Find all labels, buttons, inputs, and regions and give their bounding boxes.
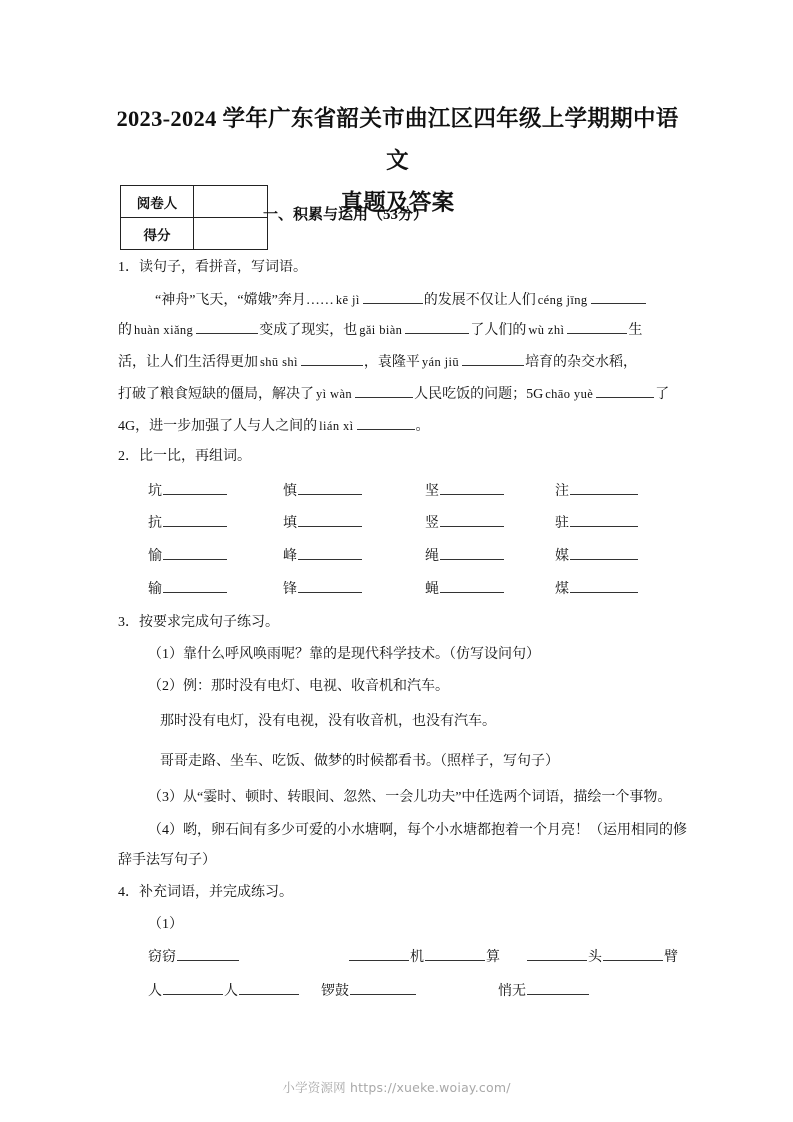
- question-1-line-2: [118, 320, 642, 341]
- word-cell-qiaowu: [498, 980, 590, 1000]
- char-label: 抗: [148, 516, 162, 531]
- q1-blank-9[interactable]: [596, 384, 654, 398]
- char-label: 填: [283, 516, 297, 531]
- compare-blank[interactable]: [298, 481, 362, 495]
- word-cell-renren: [148, 980, 300, 1000]
- q1-l4-pinyin-yiwan: yì wàn: [316, 387, 353, 401]
- char-label: 锋: [283, 582, 297, 597]
- compare-cell: [425, 545, 505, 565]
- compare-blank[interactable]: [570, 546, 638, 560]
- q1-blank-2[interactable]: [591, 290, 646, 304]
- compare-blank[interactable]: [570, 481, 638, 495]
- compare-cell: [148, 480, 228, 500]
- word-end: 臂: [664, 950, 678, 965]
- q1-blank-3[interactable]: [196, 320, 258, 334]
- q1-l3-pinyin-shushi: shū shì: [260, 355, 298, 369]
- q1-l2-pinyin-huanxiang: huàn xiǎng: [134, 323, 194, 337]
- compare-row-4: [148, 578, 688, 598]
- grader-label: 阅卷人: [121, 186, 194, 218]
- word-end: 算: [486, 950, 500, 965]
- question-4-item-1-label: （1）: [148, 917, 183, 932]
- compare-blank[interactable]: [440, 513, 504, 527]
- question-4-number: 4．补充词语，并完成练习。: [118, 885, 293, 900]
- q1-l2-text-c: 了人们的: [470, 323, 527, 338]
- q1-l5-pinyin-lianxi: lián xì: [319, 419, 354, 433]
- compare-cell: [283, 480, 363, 500]
- word-prefix: 窃窃: [148, 950, 176, 965]
- footer-watermark: 小学资源网 https://xueke.woiay.com/: [282, 1080, 511, 1095]
- compare-blank[interactable]: [163, 579, 227, 593]
- q1-l4-text-c: 了: [655, 387, 670, 402]
- word-mid: 头: [588, 950, 602, 965]
- word-blank[interactable]: [349, 947, 409, 961]
- q1-blank-6[interactable]: [301, 352, 363, 366]
- compare-blank[interactable]: [298, 513, 362, 527]
- word-cell-toubi: [526, 946, 678, 966]
- q1-l1-text-b: 的发展不仅让人们: [423, 293, 536, 308]
- question-1-line-4: [118, 384, 669, 405]
- compare-cell: [148, 578, 228, 598]
- compare-cell: [283, 578, 363, 598]
- question-3-item-1: （1）靠什么呼风唤雨呢？靠的是现代科学技术。（仿写设问句）: [148, 647, 540, 662]
- word-cell-luogu: [321, 980, 417, 1000]
- question-3-item-4-line-1: （4）哟，卵石间有多少可爱的小水塘啊，每个小水塘都抱着一个月亮！（运用相同的修: [148, 823, 687, 838]
- compare-blank[interactable]: [298, 546, 362, 560]
- q1-blank-8[interactable]: [355, 384, 413, 398]
- char-label: 注: [555, 484, 569, 499]
- compare-cell: [555, 578, 639, 598]
- word-cell-jisuan: [348, 946, 500, 966]
- word-blank[interactable]: [163, 981, 223, 995]
- word-prefix: 悄无: [498, 984, 526, 999]
- question-3-item-3: （3）从“霎时、顿时、转眼间、忽然、一会儿功夫”中任选两个词语，描绘一个事物。: [148, 790, 672, 805]
- word-char-b: 人: [224, 984, 238, 999]
- question-3-item-2-example: 那时没有电灯，没有电视，没有收音机，也没有汽车。: [160, 714, 496, 729]
- q1-l2-pinyin-gaibian: gǎi biàn: [359, 323, 403, 337]
- q1-blank-10[interactable]: [357, 416, 415, 430]
- title-line-1: 2023-2024 学年广东省韶关市曲江区四年级上学期期中语文: [116, 106, 679, 173]
- compare-cell: [425, 578, 505, 598]
- table-row: [121, 218, 268, 250]
- compare-blank[interactable]: [570, 579, 638, 593]
- word-char-a: 人: [148, 984, 162, 999]
- char-label: 输: [148, 582, 162, 597]
- q1-l3-pinyin-yanjiu: yán jiū: [421, 355, 460, 369]
- title-line-2: 真题及答案: [340, 190, 455, 215]
- compare-blank[interactable]: [163, 546, 227, 560]
- word-blank[interactable]: [177, 947, 239, 961]
- compare-blank[interactable]: [298, 579, 362, 593]
- q1-l4-pinyin-chaoyue: chāo yuè: [545, 387, 594, 401]
- char-label: 驻: [555, 516, 569, 531]
- char-label: 竖: [425, 516, 439, 531]
- table-row: [121, 186, 268, 218]
- compare-cell: [555, 512, 639, 532]
- question-1-line-5: [118, 416, 430, 437]
- question-3-item-4-line-2: 辞手法写句子）: [118, 853, 216, 868]
- question-1-number: 1．读句子，看拼音，写词语。: [118, 260, 307, 275]
- compare-blank[interactable]: [440, 579, 504, 593]
- q1-l5-text-b: 。: [415, 419, 430, 434]
- compare-row-3: [148, 545, 688, 565]
- char-label: 蝇: [425, 582, 439, 597]
- char-label: 坚: [425, 484, 439, 499]
- compare-cell: [555, 545, 639, 565]
- compare-row-2: [148, 512, 688, 532]
- q1-l3-text-a: 活，让人们生活得更加: [118, 355, 258, 370]
- compare-blank[interactable]: [163, 481, 227, 495]
- grader-value-cell[interactable]: [194, 186, 268, 218]
- q1-l4-text-a: 打破了粮食短缺的僵局，解决了: [118, 387, 314, 402]
- question-1-line-3: [118, 352, 637, 373]
- q1-l2-text-b: 变成了现实，也: [259, 323, 358, 338]
- compare-cell: [148, 545, 228, 565]
- compare-cell: [283, 545, 363, 565]
- word-prefix: 锣鼓: [321, 984, 349, 999]
- score-label: 得分: [121, 218, 194, 250]
- question-3-item-2: （2）例：那时没有电灯、电视、收音机和汽车。: [148, 679, 449, 694]
- char-label: 绳: [425, 549, 439, 564]
- section-heading: 一、积累与运用（53分）: [263, 207, 429, 223]
- question-3-number: 3．按要求完成句子练习。: [118, 615, 279, 630]
- compare-blank[interactable]: [440, 546, 504, 560]
- score-table: [120, 185, 268, 250]
- q1-l2-text-d: 生: [628, 323, 643, 338]
- word-blank[interactable]: [425, 947, 485, 961]
- q1-l5-text-a: 4G，进一步加强了人与人之间的: [118, 419, 318, 434]
- q1-l1-text-a: “神舟”飞天，“嫦娥”奔月……: [155, 293, 334, 308]
- char-label: 峰: [283, 549, 297, 564]
- q1-l2-pinyin-wuzhi: wù zhì: [528, 323, 565, 337]
- word-blank[interactable]: [603, 947, 663, 961]
- q1-blank-4[interactable]: [405, 320, 469, 334]
- compare-cell: [425, 480, 505, 500]
- q1-blank-7[interactable]: [462, 352, 524, 366]
- word-blank[interactable]: [350, 981, 416, 995]
- word-cell-qieqie: [148, 946, 240, 966]
- question-2-number: 2．比一比，再组词。: [118, 449, 251, 464]
- compare-cell: [555, 480, 639, 500]
- word-blank[interactable]: [527, 947, 587, 961]
- compare-cell: [283, 512, 363, 532]
- question-3-item-2-task: 哥哥走路、坐车、吃饭、做梦的时候都看书。（照样子，写句子）: [160, 754, 559, 769]
- char-label: 慎: [283, 484, 297, 499]
- compare-blank[interactable]: [570, 513, 638, 527]
- char-label: 愉: [148, 549, 162, 564]
- score-value-cell[interactable]: [194, 218, 268, 250]
- q1-l3-text-c: 培育的杂交水稻，: [525, 355, 638, 370]
- word-mid: 机: [410, 950, 424, 965]
- compare-cell: [425, 512, 505, 532]
- char-label: 媒: [555, 549, 569, 564]
- q1-l3-text-b: ，袁隆平: [363, 355, 420, 370]
- compare-row-1: [148, 480, 688, 500]
- q1-l2-text-a: 的: [118, 323, 132, 338]
- compare-blank[interactable]: [163, 513, 227, 527]
- q1-blank-5[interactable]: [567, 320, 627, 334]
- char-label: 煤: [555, 582, 569, 597]
- q1-l1-pinyin-cengjing: céng jīng: [537, 293, 588, 307]
- compare-blank[interactable]: [440, 481, 504, 495]
- q1-l4-text-b: 人民吃饭的问题；5G: [414, 387, 544, 402]
- word-blank[interactable]: [239, 981, 299, 995]
- char-label: 坑: [148, 484, 162, 499]
- q1-blank-1[interactable]: [363, 290, 423, 304]
- q1-l1-pinyin-keji: kē jì: [335, 293, 360, 307]
- compare-cell: [148, 512, 228, 532]
- question-1-line-1: [155, 290, 647, 311]
- word-blank[interactable]: [527, 981, 589, 995]
